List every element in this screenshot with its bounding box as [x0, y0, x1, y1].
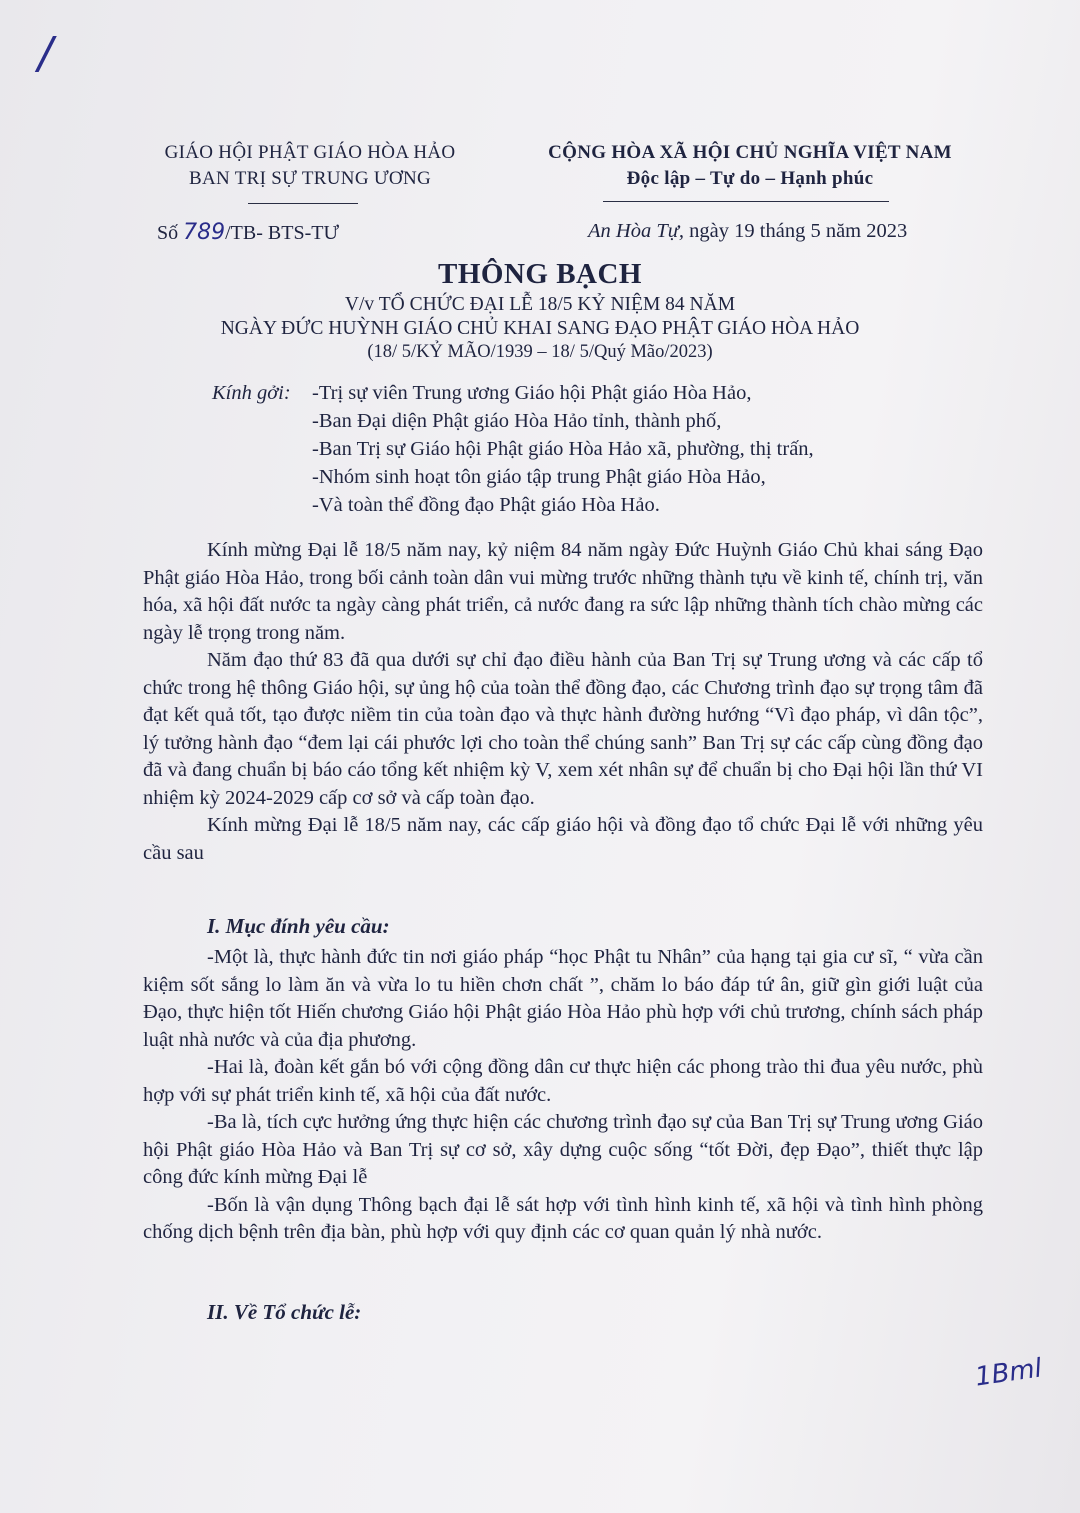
doc-date [588, 220, 907, 243]
nation-name: CỘNG HÒA XÃ HỘI CHỦ NGHĨA VIỆT NAM [548, 142, 952, 163]
nation-underline [603, 201, 889, 202]
doc-number-handwritten: 789 [183, 220, 226, 245]
org-name: GIÁO HỘI PHẬT GIÁO HÒA HẢO [164, 142, 456, 163]
recipient-item: -Trị sự viên Trung ương Giáo hội Phật giáo Hòa Hảo, [312, 382, 752, 404]
doc-subject-line2: NGÀY ĐỨC HUỲNH GIÁO CHỦ KHAI SANG ĐẠO PHẬT GIÁO HÒA HẢO [220, 318, 860, 339]
doc-number [157, 220, 339, 245]
section-1-item: -Bốn là vận dụng Thông bạch đại lễ sát hợp với tình hình kinh tế, xã hội và tình hình phòng chống dịch bệnh trên địa bàn, phù hợp với quy định các cơ quan quản lý nhà nước. [143, 1193, 983, 1243]
recipient-item: -Và toàn thể đồng đạo Phật giáo Hòa Hảo. [312, 494, 660, 516]
section-1-item: -Ba là, tích cực hưởng ứng thực hiện các chương trình đạo sự của Ban Trị sự Trung ương Giáo hội Phật giáo Hòa Hảo và Ban Trị sự cơ sở, xây dựng cuộc sống “tốt Đời, đẹp Đạo”, thiết thực lập công đức kính mừng Đại lễ [143, 1111, 983, 1188]
body-paragraph: Kính mừng Đại lễ 18/5 năm nay, các cấp giáo hội và đồng đạo tổ chức Đại lễ với những yêu cầu sau [143, 814, 983, 864]
nation-motto: Độc lập – Tự do – Hạnh phúc [626, 168, 874, 189]
doc-subject-line3: (18/ 5/KỶ MÃO/1939 – 18/ 5/Quý Mão/2023) [367, 342, 713, 362]
section-1-item: -Hai là, đoàn kết gắn bó với cộng đồng dân cư thực hiện các phong trào thi đua yêu nước, phù hợp với sự phát triển kinh tế, xã hội của đất nước. [143, 1056, 983, 1106]
section-1-body [143, 944, 983, 1247]
org-subname: BAN TRỊ SỰ TRUNG ƯƠNG [189, 168, 431, 189]
body-intro [143, 537, 983, 867]
recipient-item: -Nhóm sinh hoạt tôn giáo tập trung Phật giáo Hòa Hảo, [312, 466, 766, 488]
signature-initial: 1Bml [973, 1353, 1044, 1393]
doc-place: An Hòa Tự, [588, 220, 685, 242]
doc-number-prefix: Số [157, 222, 179, 244]
recipients-label: Kính gởi: [212, 382, 291, 404]
section-1-item: -Một là, thực hành đức tin nơi giáo pháp “học Phật tu Nhân” của hạng tại gia cư sĩ, “ vừa cần kiệm sốt sắng lo làm ăn và vừa lo tu hiền chơn chất ”, chăm lo báo đáp tứ ân, giữ gìn giới luật của Đạo, thực hiện tốt Hiến chương Giáo hội Phật giáo Hòa Hảo phù hợp với chủ trương, chính sách pháp luật nhà nước và của địa phương. [143, 946, 983, 1051]
org-underline [248, 203, 358, 204]
section-1-heading: I. Mục đính yêu cầu: [207, 914, 390, 938]
body-paragraph: Kính mừng Đại lễ 18/5 năm nay, kỷ niệm 84 năm ngày Đức Huỳnh Giáo Chủ khai sáng Đạo Phật giáo Hòa Hảo, trong bối cảnh toàn dân vui mừng trước những thành tựu về kinh tế, chính trị, văn hóa, xã hội đất nước ta ngày càng phát triển, cả nước đang ra sức lập những thành tích chào mừng các ngày lễ trọng trong năm. [143, 539, 983, 644]
doc-title: THÔNG BẠCH [438, 258, 642, 290]
recipient-item: -Ban Đại diện Phật giáo Hòa Hảo tỉnh, thành phố, [312, 410, 722, 432]
body-paragraph: Năm đạo thứ 83 đã qua dưới sự chỉ đạo điều hành của Ban Trị sự Trung ương và các cấp tổ chức trong hệ thông Giáo hội, sự ủng hộ của toàn thể đồng đạo, các Chương trình đạo sự trọng tâm đã đạt kết quả tốt, tạo được niềm tin của toàn đạo và thực hành đường hướng “Vì đạo pháp, vì dân tộc”, lý tưởng hành đạo “đem lại cái phước lợi cho toàn thể chúng sanh” Ban Trị sự các cấp cùng đồng đạo đã và đang chuẩn bị báo cáo tổng kết nhiệm kỳ V, xem xét nhân sự để chuẩn bị cho Đại hội lần thứ VI nhiệm kỳ 2024-2029 cấp cơ sở và cấp toàn đạo. [143, 649, 983, 809]
recipient-item: -Ban Trị sự Giáo hội Phật giáo Hòa Hảo xã, phường, thị trấn, [312, 438, 814, 460]
doc-number-suffix: /TB- BTS-TƯ [225, 222, 339, 244]
margin-mark: / [38, 28, 53, 79]
section-2-heading: II. Về Tổ chức lễ: [207, 1300, 362, 1324]
doc-date-text: ngày 19 tháng 5 năm 2023 [689, 220, 908, 242]
doc-subject-line1: V/v TỔ CHỨC ĐẠI LỄ 18/5 KỶ NIỆM 84 NĂM [344, 294, 736, 315]
